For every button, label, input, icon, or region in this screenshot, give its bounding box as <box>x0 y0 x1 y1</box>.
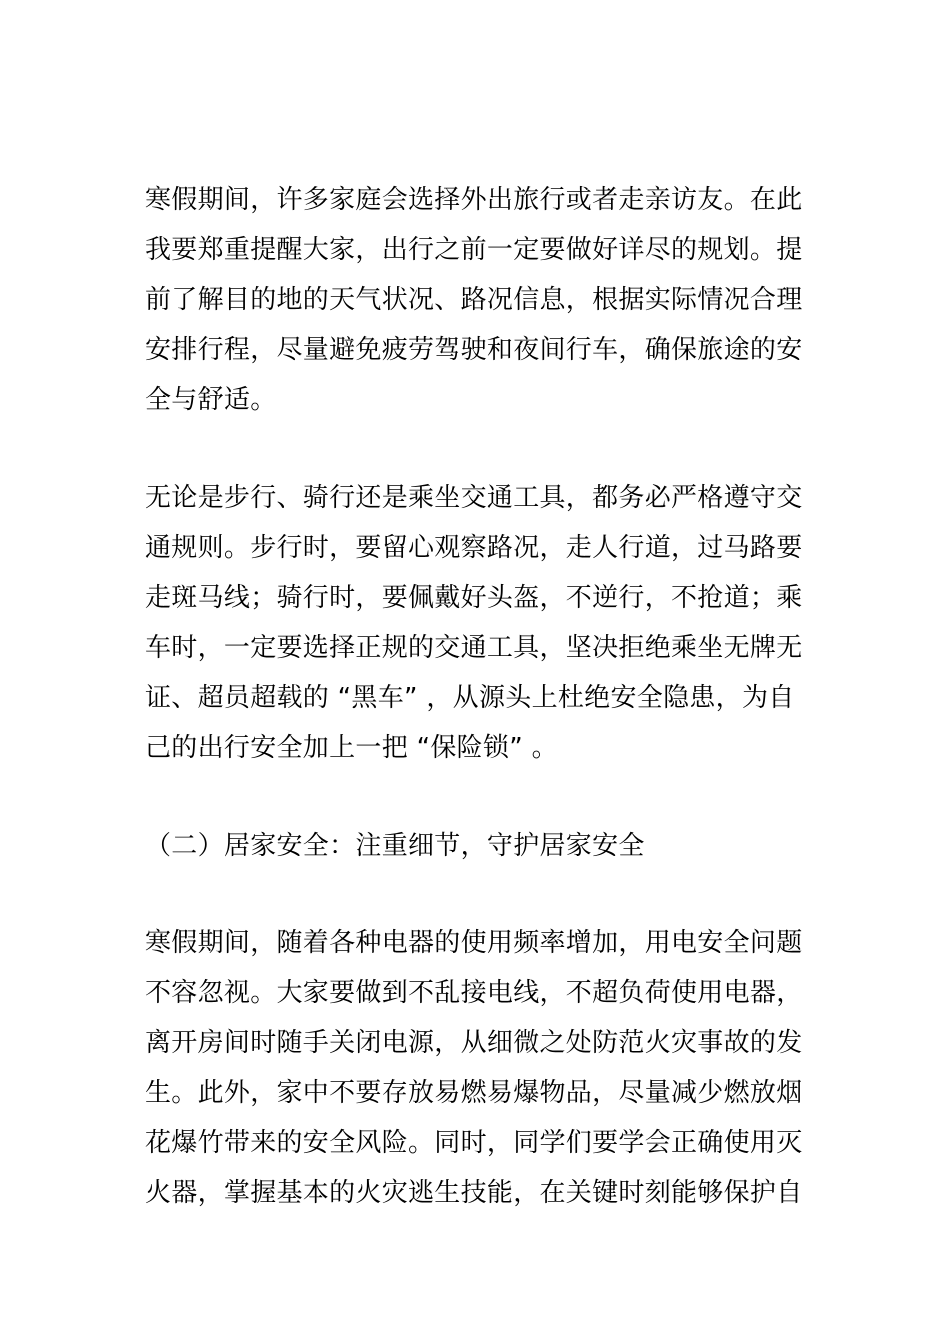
text-line: 我要郑重提醒大家，出行之前一定要做好详尽的规划。提 <box>145 235 803 265</box>
section-heading: （二）居家安全：注重细节，守护居家安全 <box>145 831 645 861</box>
text-line: 花爆竹带来的安全风险。同时，同学们要学会正确使用灭 <box>145 1128 803 1158</box>
text-line: 生。此外，家中不要存放易燃易爆物品，尽量减少燃放烟 <box>145 1078 803 1108</box>
text-line: 证、超员超载的 “黑车” ，从源头上杜绝安全隐患，为自 <box>145 683 795 713</box>
text-line: 寒假期间，随着各种电器的使用频率增加，用电安全问题 <box>145 928 803 958</box>
text-line: 车时，一定要选择正规的交通工具，坚决拒绝乘坐无牌无 <box>145 633 803 663</box>
text-line: 全与舒适。 <box>145 385 277 415</box>
text-line: 安排行程，尽量避免疲劳驾驶和夜间行车，确保旅途的安 <box>145 335 803 365</box>
text-line: 无论是步行、骑行还是乘坐交通工具，都务必严格遵守交 <box>145 483 803 513</box>
text-line: 离开房间时随手关闭电源，从细微之处防范火灾事故的发 <box>145 1028 803 1058</box>
text-line: 火器，掌握基本的火灾逃生技能，在关键时刻能够保护自 <box>145 1178 803 1208</box>
text-line: 走斑马线；骑行时，要佩戴好头盔，不逆行，不抢道；乘 <box>145 583 803 613</box>
text-line: 不容忽视。大家要做到不乱接电线，不超负荷使用电器， <box>145 978 803 1008</box>
text-line: 通规则。步行时，要留心观察路况，走人行道，过马路要 <box>145 533 803 563</box>
text-line: 寒假期间，许多家庭会选择外出旅行或者走亲访友。在此 <box>145 185 803 215</box>
text-line: 己的出行安全加上一把 “保险锁” 。 <box>145 733 558 763</box>
text-line: 前了解目的地的天气状况、路况信息，根据实际情况合理 <box>145 285 803 315</box>
